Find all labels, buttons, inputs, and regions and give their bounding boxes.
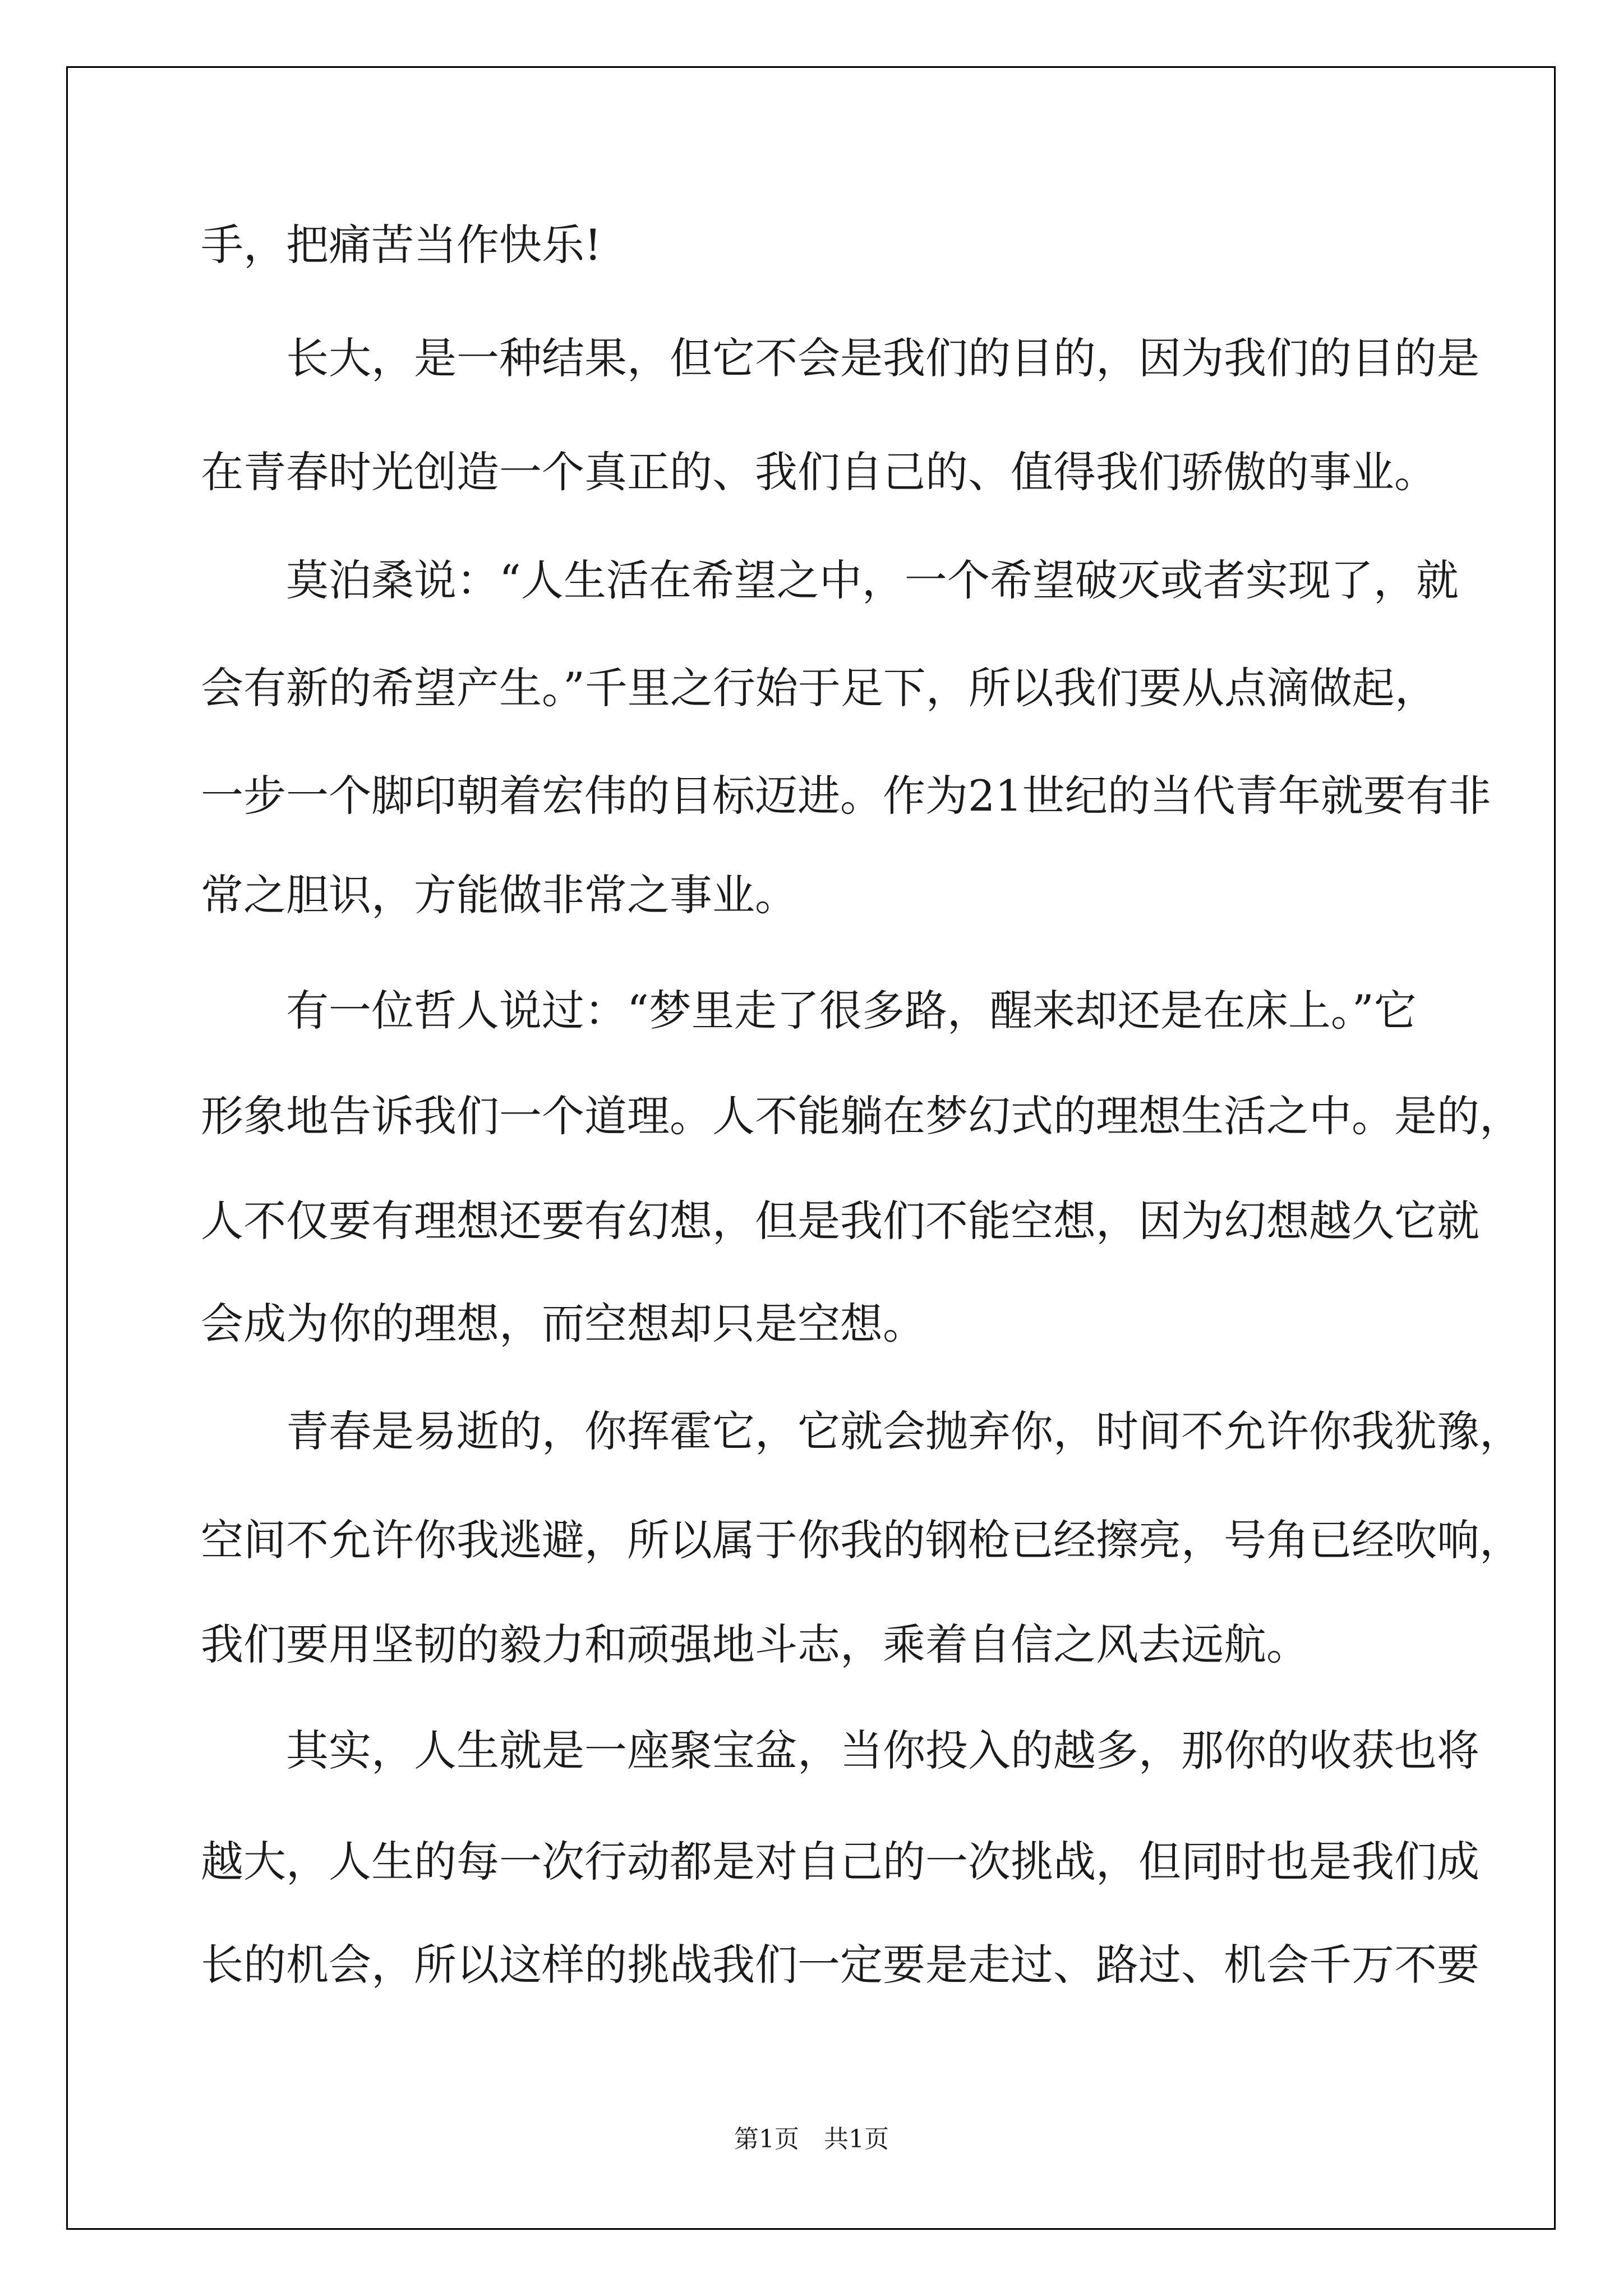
text-line: 手，把痛苦当作快乐! <box>201 220 602 270</box>
text-line: 会成为你的理想，而空想却只是空想。 <box>201 1299 925 1349</box>
text-line: 我们要用坚韧的毅力和顽强地斗志，乘着自信之风去远航。 <box>201 1619 1309 1669</box>
text-line: 青春是易逝的，你挥霍它，它就会抛弃你，时间不允许你我犹豫， <box>201 1406 1522 1456</box>
text-line: 常之胆识，方能做非常之事业。 <box>201 870 797 920</box>
text-line: 长的机会，所以这样的挑战我们一定要是走过、路过、机会千万不要 <box>201 1940 1479 1990</box>
page-border <box>66 66 1556 2230</box>
text-line: 一步一个脚印朝着宏伟的目标迈进。作为21世纪的当代青年就要有非 <box>201 771 1491 821</box>
text-line: 莫泊桑说：“人生活在希望之中，一个希望破灭或者实现了，就 <box>201 555 1459 605</box>
text-line: 越大，人生的每一次行动都是对自己的一次挑战，但同时也是我们成 <box>201 1837 1479 1887</box>
text-line: 长大，是一种结果，但它不会是我们的目的，因为我们的目的是 <box>201 333 1479 383</box>
text-line: 在青春时光创造一个真正的、我们自己的、值得我们骄傲的事业。 <box>201 447 1437 497</box>
text-line: 其实，人生就是一座聚宝盆，当你投入的越多，那你的收获也将 <box>201 1726 1479 1775</box>
text-line: 人不仅要有理想还要有幻想，但是我们不能空想，因为幻想越久它就 <box>201 1196 1479 1246</box>
text-line: 有一位哲人说过：“梦里走了很多路，醒来却还是在床上。”它 <box>201 986 1417 1036</box>
page-number-footer: 第1页 共1页 <box>734 2125 889 2154</box>
text-line: 形象地告诉我们一个道理。人不能躺在梦幻式的理想生活之中。是的， <box>201 1091 1522 1141</box>
text-line: 空间不允许你我逃避，所以属于你我的钢枪已经擦亮，号角已经吹响， <box>201 1515 1522 1565</box>
text-line: 会有新的希望产生。”千里之行始于足下，所以我们要从点滴做起， <box>201 663 1437 713</box>
